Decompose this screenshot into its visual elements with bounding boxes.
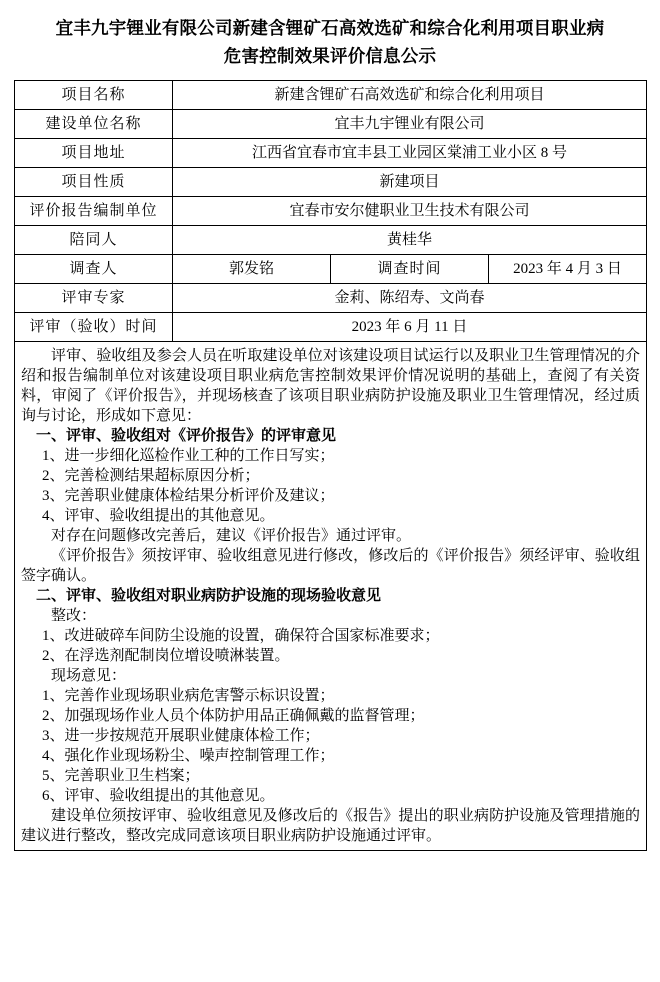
row-value-company-name: 宜丰九宇锂业有限公司	[173, 110, 647, 139]
section1-note-1: 对存在问题修改完善后，建议《评价报告》通过评审。	[51, 528, 412, 544]
opinion-body	[15, 342, 647, 851]
body-closing: 建设单位须按评审、验收组意见及修改后的《报告》提出的职业病防护设施及管理措施的建议进行整改，整改完成同意该项目职业病防护设施通过评审。	[21, 808, 641, 844]
table-row	[15, 81, 647, 110]
row-value-review-time: 2023 年 6 月 11 日	[173, 313, 647, 342]
body-intro: 评审、验收组及参会人员在听取建设单位对该建设项目试运行以及职业卫生管理情况的介绍和报告编制单位对该建设项目职业病危害控制效果评价情况说明的基础上，查阅了有关资料，审阅了《评价报告》，并现场核查了该项目职业病防护设施及职业卫生管理情况，经过质询与讨论，形成如下意见：	[21, 348, 641, 424]
section2-sub2-item-4: 4、强化作业现场粉尘、噪声控制管理工作；	[42, 748, 335, 764]
row-label-project-address: 项目地址	[15, 139, 173, 168]
table-row-survey	[15, 255, 647, 284]
page-title-line2: 危害控制效果评价信息公示	[223, 46, 437, 66]
row-label-company-name: 建设单位名称	[15, 110, 173, 139]
row-label-report-unit: 评价报告编制单位	[15, 197, 173, 226]
section1-item-4: 4、评审、验收组提出的其他意见。	[42, 508, 275, 524]
table-row-body	[15, 342, 647, 851]
section2-sub1-title: 整改：	[51, 608, 97, 624]
section2-sub2-item-3: 3、进一步按规范开展职业健康体检工作；	[42, 728, 320, 744]
row-label-experts: 评审专家	[15, 284, 173, 313]
row-label-escort: 陪同人	[15, 226, 173, 255]
row-value-report-unit: 宜春市安尔健职业卫生技术有限公司	[173, 197, 647, 226]
section1-item-3: 3、完善职业健康体检结果分析评价及建议；	[42, 488, 335, 504]
row-value-survey-time: 2023 年 4 月 3 日	[489, 255, 647, 284]
row-value-surveyor: 郭发铭	[173, 255, 331, 284]
page-title	[20, 14, 640, 70]
page-title-line1: 宜丰九宇锂业有限公司新建含锂矿石高效选矿和综合化利用项目职业病	[55, 18, 605, 38]
table-row	[15, 110, 647, 139]
table-row	[15, 197, 647, 226]
section2-sub2-item-6: 6、评审、验收组提出的其他意见。	[42, 788, 275, 804]
section2-sub2-title: 现场意见：	[51, 668, 127, 684]
section2-sub2-item-1: 1、完善作业现场职业病危害警示标识设置；	[42, 688, 335, 704]
table-row	[15, 168, 647, 197]
row-label-surveyor: 调查人	[15, 255, 173, 284]
section2-sub2-item-5: 5、完善职业卫生档案；	[42, 768, 200, 784]
section2-sub1-item-2: 2、在浮选剂配制岗位增设喷淋装置。	[42, 648, 290, 664]
section2-title: 二、评审、验收组对职业病防护设施的现场验收意见	[36, 588, 382, 604]
row-label-review-time: 评审（验收）时间	[15, 313, 173, 342]
row-value-project-address: 江西省宜春市宜丰县工业园区棠浦工业小区 8 号	[173, 139, 647, 168]
row-label-project-nature: 项目性质	[15, 168, 173, 197]
info-table	[14, 80, 647, 851]
row-value-project-name: 新建含锂矿石高效选矿和综合化利用项目	[173, 81, 647, 110]
table-row	[15, 284, 647, 313]
row-value-project-nature: 新建项目	[173, 168, 647, 197]
section1-item-2: 2、完善检测结果超标原因分析；	[42, 468, 260, 484]
table-row	[15, 139, 647, 168]
table-row	[15, 226, 647, 255]
section1-item-1: 1、进一步细化巡检作业工种的工作日写实；	[42, 448, 335, 464]
row-value-experts: 金莉、陈绍寿、文尚春	[173, 284, 647, 313]
table-row	[15, 313, 647, 342]
section2-sub1-item-1: 1、改进破碎车间防尘设施的设置，确保符合国家标准要求；	[42, 628, 440, 644]
row-label-project-name: 项目名称	[15, 81, 173, 110]
row-label-survey-time: 调查时间	[331, 255, 489, 284]
section1-title: 一、评审、验收组对《评价报告》的评审意见	[36, 428, 337, 444]
row-value-escort: 黄桂华	[173, 226, 647, 255]
section2-sub2-item-2: 2、加强现场作业人员个体防护用品正确佩戴的监督管理；	[42, 708, 425, 724]
section1-note-2: 《评价报告》须按评审、验收组意见进行修改，修改后的《评价报告》须经评审、验收组签字确认。	[21, 548, 641, 584]
